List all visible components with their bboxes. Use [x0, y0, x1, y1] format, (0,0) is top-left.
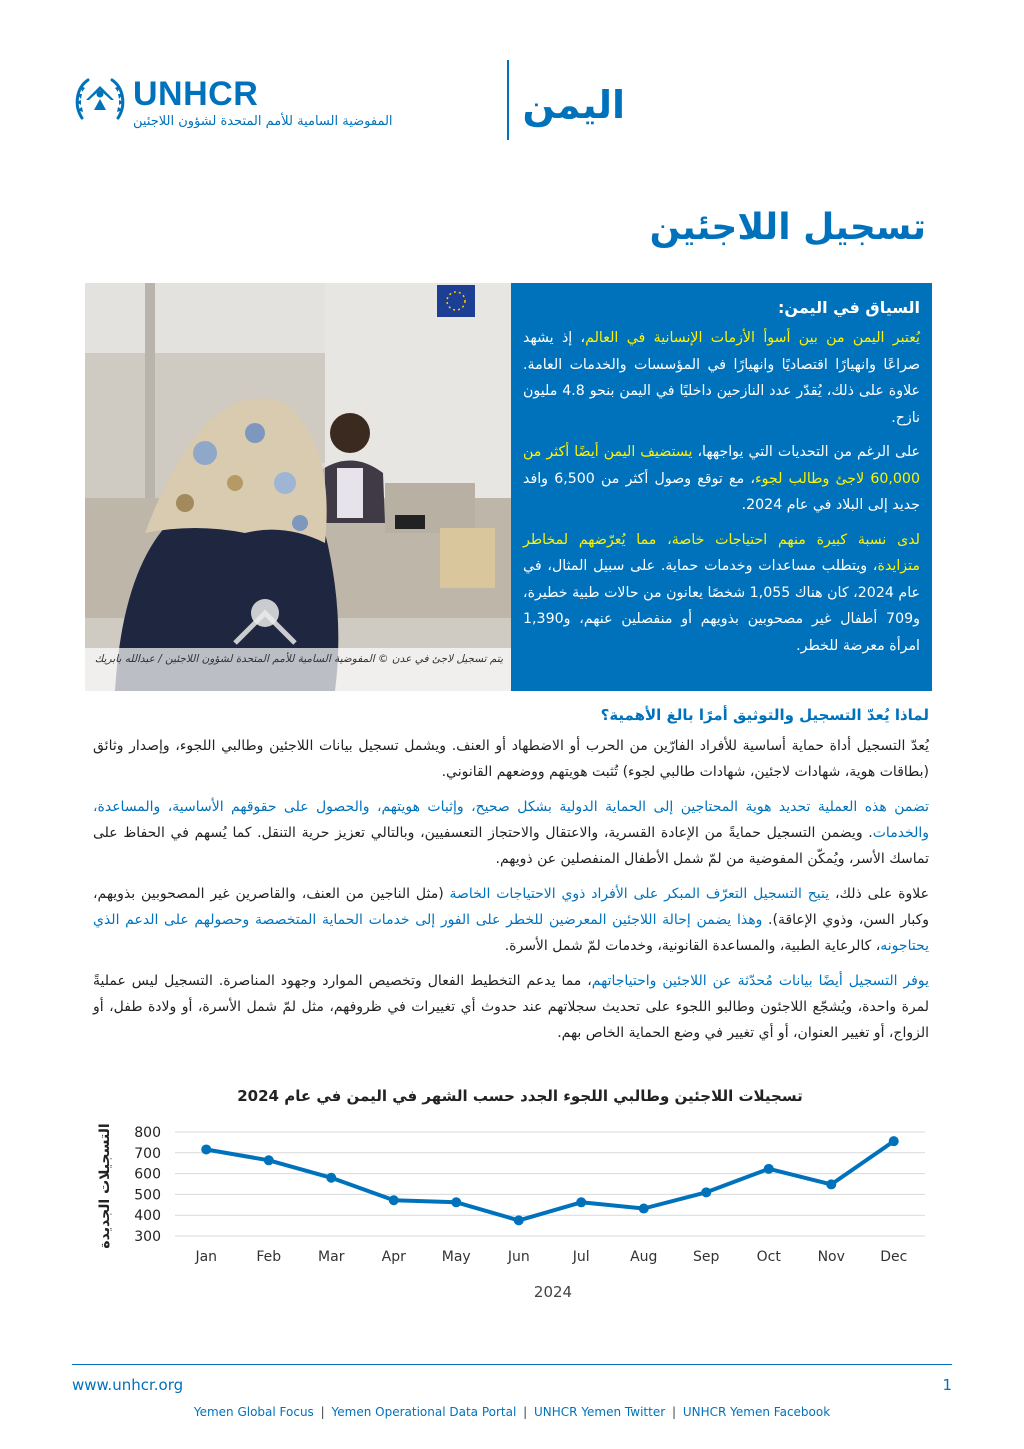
data-point: [889, 1136, 899, 1146]
body-highlight-3b: وهذا يضمن إحالة اللاجئين المعرضين للخطر على الفور إلى خدمات الحماية المتخصصة وحصولهم على الدعم الذي يحتاجونه: [93, 912, 929, 954]
footer-divider: [72, 1364, 952, 1365]
eu-flag-icon: [437, 285, 475, 317]
chart-title: تسجيلات اللاجئين وطالبي اللجوء الجدد حسب الشهر في اليمن في عام 2024: [237, 1087, 803, 1105]
footer-link-twitter[interactable]: UNHCR Yemen Twitter: [534, 1405, 666, 1419]
footer-separator: |: [523, 1405, 528, 1419]
x-tick-label: Sep: [693, 1249, 720, 1265]
data-point: [326, 1173, 336, 1183]
x-tick-label: Aug: [630, 1249, 658, 1265]
body-highlight-4: يوفر التسجيل أيضًا بيانات مُحدّثة عن اللاجئين واحتياجاتهم: [591, 973, 929, 989]
photo-caption: [85, 648, 511, 691]
data-point: [201, 1144, 211, 1154]
x-tick-label: Jun: [507, 1249, 530, 1265]
body-highlight-2: تضمن هذه العملية تحديد هوية المحتاجين إلى الحماية الدولية بشكل صحيح، وإثبات هويتهم، والحصول على حقوقهم الأساسية، والمساعدة، والخدمات: [93, 799, 929, 841]
data-point: [826, 1179, 836, 1189]
context-highlight-2: يستضيف اليمن أيضًا أكثر من 60,000 لاجئ وطالب لجوء: [523, 444, 920, 487]
data-point: [639, 1204, 649, 1214]
x-tick-label: Feb: [256, 1249, 282, 1265]
y-tick-label: 500: [134, 1187, 161, 1204]
body-paragraph-2: [93, 794, 929, 872]
x-tick-label: Jan: [195, 1249, 218, 1265]
data-point: [576, 1197, 586, 1207]
y-tick-label: 400: [134, 1208, 161, 1225]
y-tick-label: 800: [134, 1125, 161, 1141]
unhcr-logo-text: UNHCR: [133, 75, 259, 113]
x-tick-label: Jul: [572, 1249, 590, 1265]
photo-caption-text: يتم تسجيل لاجئ في عدن © المفوضية السامية للأمم المتحدة لشؤون اللاجئين / عبدالله بابريك: [94, 653, 503, 665]
footer-link-data-portal[interactable]: Yemen Operational Data Portal: [331, 1405, 517, 1419]
footer-link-facebook[interactable]: UNHCR Yemen Facebook: [682, 1405, 831, 1419]
footer-link-global-focus[interactable]: Yemen Global Focus: [193, 1405, 314, 1419]
y-axis-label: التسجيلات الجديدة: [97, 1123, 113, 1249]
body-paragraph-3: [93, 881, 929, 959]
context-text-3: ، ويتطلب مساعدات وخدمات حماية. على سبيل المثال، في عام 2024، كان هناك 1,055 شخصًا يعانون من حالات طبية خطيرة، و709 أطفال غير مصحوبين بذويهم أو منفصلين عنهم، و1,390 امرأة معرضة للخطر.: [523, 558, 920, 654]
footer-separator: |: [671, 1405, 677, 1419]
footer-website-link[interactable]: www.unhcr.org: [72, 1376, 184, 1394]
context-text-1: ، إذ يشهد صراعًا وانهيارًا اقتصاديًا وانهيارًا في المؤسسات والخدمات العامة. علاوة على ذلك، يُقدّر عدد النازحين داخليًا في اليمن بنحو 4.8 مليون نازح.: [523, 330, 920, 426]
country-name: اليمن: [522, 83, 625, 127]
body-text-2: . ويضمن التسجيل حمايةً من الإعادة القسرية، والاعتقال والاحتجاز التعسفيين، وبالتالي تعزيز حرية التنقل. كما يُسهم في الحفاظ على تماسك الأسر، ويُمكّن المفوضية من لمّ شمل الأطفال المنفصلين عن ذويهم.: [93, 825, 929, 867]
x-tick-label: Oct: [756, 1249, 781, 1265]
context-text-2a: على الرغم من التحديات التي يواجهها،: [692, 444, 920, 460]
body-text-3c: ، كالرعاية الطبية، والمساعدة القانونية، وخدمات لمّ شمل الأسرة.: [504, 938, 881, 954]
y-tick-label: 600: [134, 1166, 161, 1183]
context-paragraph-3: [523, 527, 920, 660]
unhcr-emblem-icon: [72, 74, 128, 126]
body-highlight-3a: يتيح التسجيل التعرّف المبكر على الأفراد ذوي الاحتياجات الخاصة: [449, 886, 830, 902]
page-number: 1: [942, 1376, 952, 1394]
data-point: [264, 1155, 274, 1165]
main-body: [93, 703, 929, 1055]
data-point: [451, 1197, 461, 1207]
data-point: [514, 1215, 524, 1225]
section-heading: لماذا يُعدّ التسجيل والتوثيق أمرًا بالغ الأهمية؟: [600, 706, 929, 724]
data-point: [701, 1187, 711, 1197]
context-paragraph-2: [523, 439, 920, 519]
registration-photo: [85, 283, 511, 691]
context-highlight-3: لدى نسبة كبيرة منهم احتياجات خاصة، مما يُعرّضهم لمخاطر متزايدة: [523, 531, 920, 574]
footer-separator: |: [320, 1405, 325, 1419]
x-tick-label: Dec: [880, 1249, 908, 1265]
body-text-4: ، مما يدعم التخطيط الفعال وتخصيص الموارد وجهود المناصرة. التسجيل ليس عمليةً لمرة واحدة، ويُشجّع اللاجئون وطالبو اللجوء على تحديث سجلاتهم عند حدوث أي تغييرات في ظروفهم، مثل لمّ شمل الأسرة، أو ولادة طفل، أو الزواج، أو تغيير العنوان، أو أي تغيير في وضع الحماية الخاص بهم.: [93, 973, 929, 1041]
data-point: [389, 1195, 399, 1205]
y-tick-label: 300: [134, 1229, 161, 1245]
context-text-2b: ، مع توقع وصول أكثر من 6,500 وافد جديد إلى البلاد في عام 2024.: [523, 470, 920, 513]
page-title: تسجيل اللاجئين: [649, 207, 926, 248]
x-axis-label: 2024: [533, 1283, 573, 1301]
x-tick-label: May: [441, 1249, 471, 1265]
body-paragraph-1: يُعدّ التسجيل أداة حماية أساسية للأفراد الفارّين من الحرب أو الاضطهاد أو العنف. ويشمل تسجيل بيانات اللاجئين وطالبي اللجوء، وإصدار وثائق (بطاقات هوية، شهادات لاجئين، شهادات طالبي لجوء) تُثبت هويتهم ووضعهم القانوني.: [93, 738, 929, 780]
body-text-3a: علاوة على ذلك،: [829, 886, 929, 902]
unhcr-arabic-subtitle: المفوضية السامية للأمم المتحدة لشؤون اللاجئين: [133, 114, 393, 129]
context-panel: [511, 283, 932, 691]
footer-links: [150, 1403, 874, 1421]
y-tick-label: 700: [134, 1145, 161, 1162]
body-paragraph-4: [93, 968, 929, 1046]
body-text-3b: (مثل الناجين من العنف، والقاصرين غير المصحوبين بذويهم، وكبار السن، وذوي الإعاقة).: [93, 886, 929, 928]
registrations-line-chart: [95, 1112, 945, 1312]
x-tick-label: Mar: [318, 1249, 345, 1265]
x-tick-label: Nov: [817, 1249, 845, 1265]
context-highlight-1: يُعتبر اليمن من بين أسوأ الأزمات الإنسانية في العالم: [585, 330, 920, 346]
context-paragraph-1: [523, 325, 920, 431]
data-point: [764, 1164, 774, 1174]
x-tick-label: Apr: [381, 1249, 406, 1265]
header-divider: [507, 60, 509, 140]
context-heading: السياق في اليمن:: [778, 298, 920, 317]
